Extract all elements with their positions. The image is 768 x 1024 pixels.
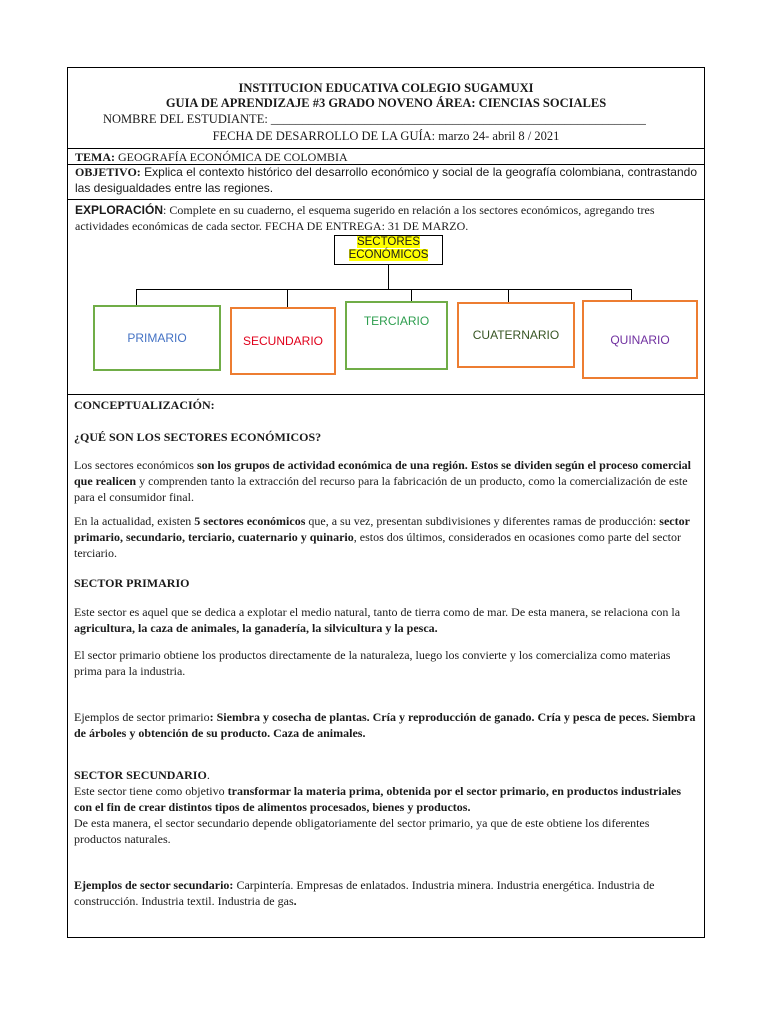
sector-label-secundario: SECUNDARIO [242,334,323,348]
sector-box-quinario [582,300,698,379]
tema-label: TEMA: [75,150,115,164]
objetivo-label: OBJETIVO: [75,165,141,179]
branch-tick-4 [508,289,509,303]
concept-paragraph-7: Ejemplos de sector secundario: Carpintería. Empresas de enlatados. Industria minera. Industria energética. Industria de construcción. Industria textil. Industria de gas. [74,878,655,908]
exploracion-text: : Complete en su cuaderno, el esquema sugerido en relación a los sectores económicos, agregando tres actividades económicas de cada sector. FECHA DE ENTREGA: 31 DE MARZO. [75,203,655,233]
exploracion-paragraph [75,202,697,234]
sector-label-primario: PRIMARIO [127,331,187,345]
conceptualizacion-section [68,395,704,939]
concept-question: ¿QUÉ SON LOS SECTORES ECONÓMICOS? [74,430,322,444]
student-name-line: NOMBRE DEL ESTUDIANTE: ____________________________________________________________ [103,112,646,126]
concept-paragraph-1: Los sectores económicos son los grupos de actividad económica de una región. Estos se dividen según el proceso comercial que realicen y comprenden tanto la extracción del recurso para la fabricación de un producto, como la comercialización de este para el consumidor final. [74,458,691,504]
concept-heading: CONCEPTUALIZACIÓN: [74,398,215,412]
guide-title: GUIA DE APRENDIZAJE #3 GRADO NOVENO ÁREA: CIENCIAS SOCIALES [165,96,607,110]
branch-tick-2 [287,289,288,307]
header-section [68,68,704,148]
objetivo-text: Explica el contexto histórico del desarrollo económico y social de la geografía colombiana, contrastando las desigualdades entre las regiones. [75,165,697,195]
worksheet-page [67,67,705,938]
sector-box-primario [93,305,221,371]
concept-paragraph-5: Ejemplos de sector primario: Siembra y cosecha de plantas. Cría y reproducción de ganado. Cría y pesca de peces. Siembra de árboles y obtención de su producto. Caza de animales. [74,710,696,740]
tema-row [68,148,704,165]
sector-box-cuaternario [457,302,575,368]
sector-label-quinario: QUINARIO [610,332,670,347]
root-line-2: ECONÓMICOS [348,249,429,261]
exploracion-label: EXPLORACIÓN [75,203,164,217]
sector-label-cuaternario: CUATERNARIO [472,328,560,342]
tema-text: GEOGRAFÍA ECONÓMICA DE COLOMBIA [118,150,348,164]
branch-tick-3 [411,289,412,301]
school-title: INSTITUCION EDUCATIVA COLEGIO SUGAMUXI [238,81,534,95]
diagram-root-box [334,235,443,265]
branch-line [136,289,632,290]
concept-paragraph-4: El sector primario obtiene los productos directamente de la naturaleza, luego los convierte y los comercializa como materias prima para la industria. [74,648,671,678]
objetivo-row [68,165,704,200]
sector-secundario-title: SECTOR SECUNDARIO. [74,768,210,782]
concept-paragraph-2: En la actualidad, existen 5 sectores económicos que, a su vez, presentan subdivisiones y diferentes ramas de producción: sector primario, secundario, terciario, cuaternario y quinario, estos dos últimos, considerados en ocasiones como parte del sector terciario. [74,514,690,560]
sector-box-secundario [230,307,336,375]
root-line-1: SECTORES [356,236,421,248]
sector-box-terciario [345,301,448,370]
branch-tick-1 [136,289,137,305]
date-line: FECHA DE DESARROLLO DE LA GUÍA: marzo 24- abril 8 / 2021 [212,129,560,143]
sector-label-terciario: TERCIARIO [363,314,430,328]
concept-paragraph-6: Este sector tiene como objetivo transformar la materia prima, obtenida por el sector primario, en productos industriales con el fin de crear distintos tipos de alimentos procesados, bienes y productos. De esta manera, el sector secundario depende obligatoriamente del sector primario, ya que de este obtiene los diferentes productos naturales. [74,784,682,846]
sector-primario-title: SECTOR PRIMARIO [74,576,190,590]
concept-paragraph-3: Este sector es aquel que se dedica a explotar el medio natural, tanto de tierra como de mar. De esta manera, se relaciona con la agricultura, la caza de animales, la ganadería, la silvicultura y la pesca. [74,605,681,635]
exploracion-row [68,200,704,395]
root-connector [388,265,389,289]
